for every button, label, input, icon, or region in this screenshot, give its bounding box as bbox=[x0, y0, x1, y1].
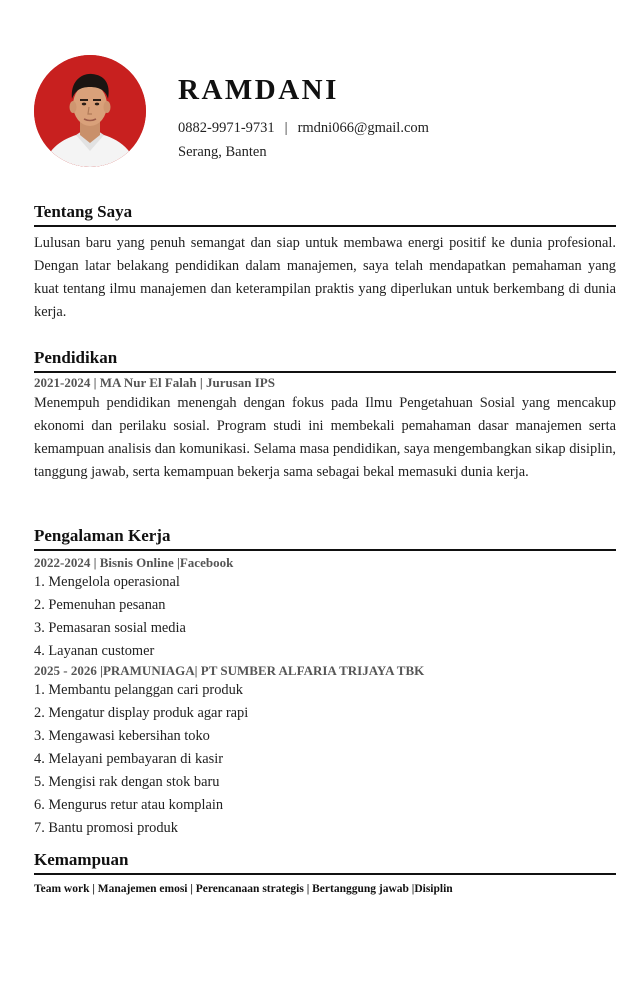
job-duties-list bbox=[34, 679, 616, 840]
email-address: rmdni066@gmail.com bbox=[297, 120, 429, 136]
experience-title: Pengalaman Kerja bbox=[34, 526, 616, 551]
list-item: 3. Pemasaran sosial media bbox=[34, 620, 186, 636]
education-section bbox=[34, 348, 616, 484]
job-heading: 2022-2024 | Bisnis Online |Facebook bbox=[34, 555, 234, 570]
list-item: 2. Pemenuhan pesanan bbox=[34, 597, 166, 613]
contact-line bbox=[178, 120, 429, 137]
skills-title: Kemampuan bbox=[34, 850, 616, 875]
about-section bbox=[34, 202, 616, 324]
person-portrait-icon bbox=[34, 55, 146, 167]
education-entry: 2021-2024 | MA Nur El Falah | Jurusan IPS bbox=[34, 375, 275, 390]
job-heading: 2025 - 2026 |PRAMUNIAGA| PT SUMBER ALFARIA TRIJAYA TBK bbox=[34, 663, 425, 678]
list-item: 5. Mengisi rak dengan stok baru bbox=[34, 774, 220, 790]
education-text: Menempuh pendidikan menengah dengan fokus pada Ilmu Pengetahuan Sosial yang mencakup ekonomi dan perilaku sosial. Program studi ini membekali pemahaman dasar manajemen serta kemampuan analisis dan komunikasi. Selama masa pendidikan, saya mengembangkan sikap disiplin, tanggung jawab, serta kemampuan bekerja sama sebagai bekal memasuki dunia kerja. bbox=[34, 395, 616, 480]
skills-text: Team work | Manajemen emosi | Perencanaan strategis | Bertanggung jawab |Disiplin bbox=[34, 883, 453, 895]
contact-separator: | bbox=[284, 120, 288, 136]
experience-section bbox=[34, 526, 616, 840]
list-item: 4. Layanan customer bbox=[34, 643, 155, 659]
list-item: 4. Melayani pembayaran di kasir bbox=[34, 751, 224, 767]
list-item: 7. Bantu promosi produk bbox=[34, 820, 178, 836]
list-item: 1. Mengelola operasional bbox=[34, 574, 180, 590]
education-title: Pendidikan bbox=[34, 348, 616, 373]
skills-section bbox=[34, 850, 616, 895]
candidate-name: RAMDANI bbox=[178, 74, 339, 106]
list-item: 6. Mengurus retur atau komplain bbox=[34, 797, 224, 813]
about-title: Tentang Saya bbox=[34, 202, 616, 227]
profile-photo bbox=[34, 55, 146, 167]
list-item: 2. Mengatur display produk agar rapi bbox=[34, 705, 249, 721]
phone-number: 0882-9971-9731 bbox=[178, 120, 275, 136]
location: Serang, Banten bbox=[178, 144, 267, 160]
list-item: 1. Membantu pelanggan cari produk bbox=[34, 682, 244, 698]
job-duties-list bbox=[34, 571, 616, 663]
list-item: 3. Mengawasi kebersihan toko bbox=[34, 728, 210, 744]
about-text: Lulusan baru yang penuh semangat dan siap untuk membawa energi positif ke dunia profesional. Dengan latar belakang pendidikan dalam manajemen, saya telah mendapatkan pemahaman yang kuat tentang ilmu manajemen dan keterampilan praktis yang diperlukan untuk berkembang di dunia kerja. bbox=[34, 235, 616, 320]
